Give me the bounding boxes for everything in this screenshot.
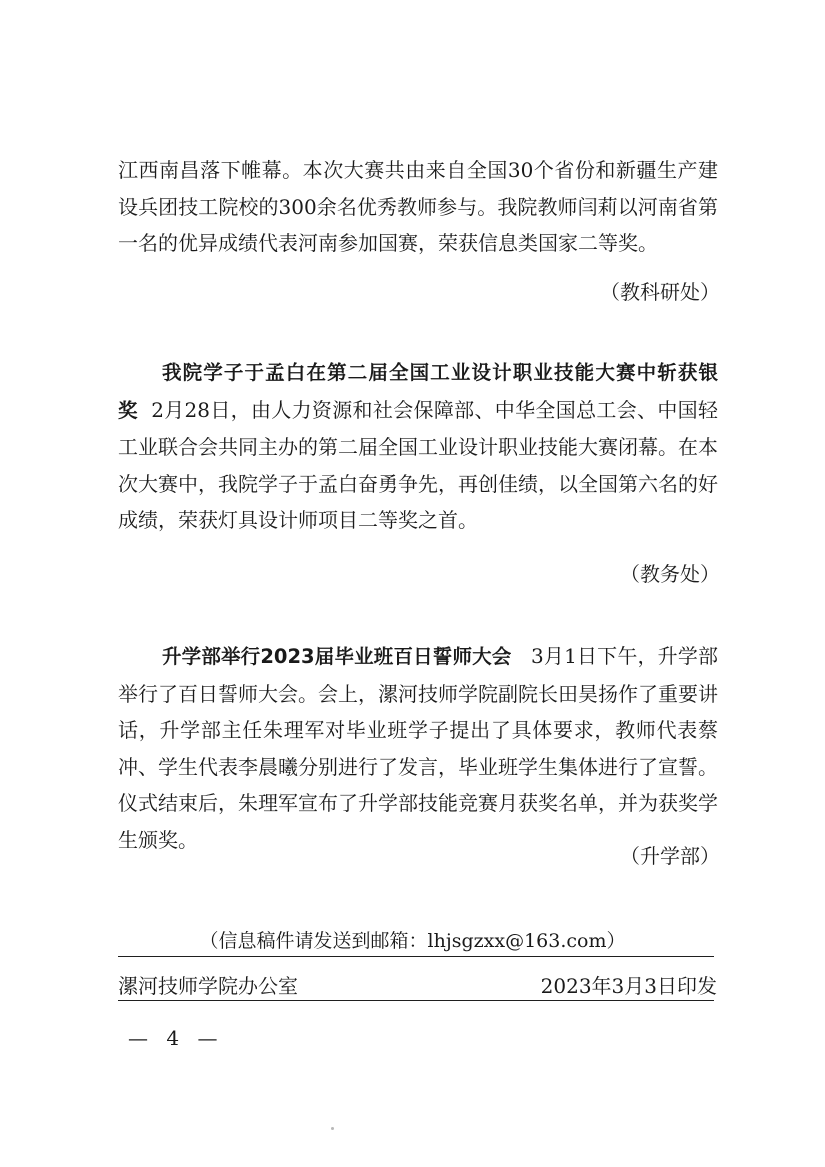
section-2-source: （教务处） (620, 562, 720, 586)
section-2-heading: 我院学子于孟白在第二届全国工业设计职业技能大赛中斩获银奖 (118, 361, 718, 422)
footer-divider-top (118, 956, 714, 957)
issue-date: 2023年3月3日印发 (540, 974, 717, 998)
section-3-source: （升学部） (620, 844, 720, 868)
section-3-heading: 升学部举行2023届毕业班百日誓师大会 (162, 645, 512, 668)
section-2-text: 2月28日，由人力资源和社会保障部、中华全国总工会、中国轻工业联合会共同主办的第二届全国工业设计职业技能大赛闭幕。在本次大赛中，我院学子于孟白奋勇争先，再创佳绩，以全国第六名的好成绩，荣获灯具设计师项目二等奖之首。 (118, 397, 718, 533)
section-1-text: 江西南昌落下帷幕。本次大赛共由来自全国30个省份和新疆生产建设兵团技工院校的300余名优秀教师参与。我院教师闫莉以河南省第一名的优异成绩代表河南参加国赛，荣获信息类国家二等奖。 (118, 158, 718, 256)
section-1-paragraph (118, 152, 718, 262)
scan-speck (331, 1127, 334, 1130)
footer-divider-bottom (118, 1000, 714, 1001)
page-number: — 4 — (128, 1026, 224, 1050)
section-2-paragraph (118, 354, 718, 539)
issuing-office: 漯河技师学院办公室 (118, 974, 298, 998)
section-3-paragraph (118, 638, 718, 859)
section-3-text: 3月1日下午，升学部举行了百日誓师大会。会上，漯河技师学院副院长田昊扬作了重要讲话，升学部主任朱理军对毕业班学子提出了具体要求，教师代表蔡冲、学生代表李晨曦分别进行了发言，毕业班学生集体进行了宣誓。仪式结束后，朱理军宣布了升学部技能竞赛月获奖名单，并为获奖学生颁奖。 (118, 644, 718, 852)
section-1-source: （教科研处） (600, 280, 720, 304)
submission-email-note: （信息稿件请发送到邮箱：lhjsgzxx@163.com） (199, 930, 626, 952)
